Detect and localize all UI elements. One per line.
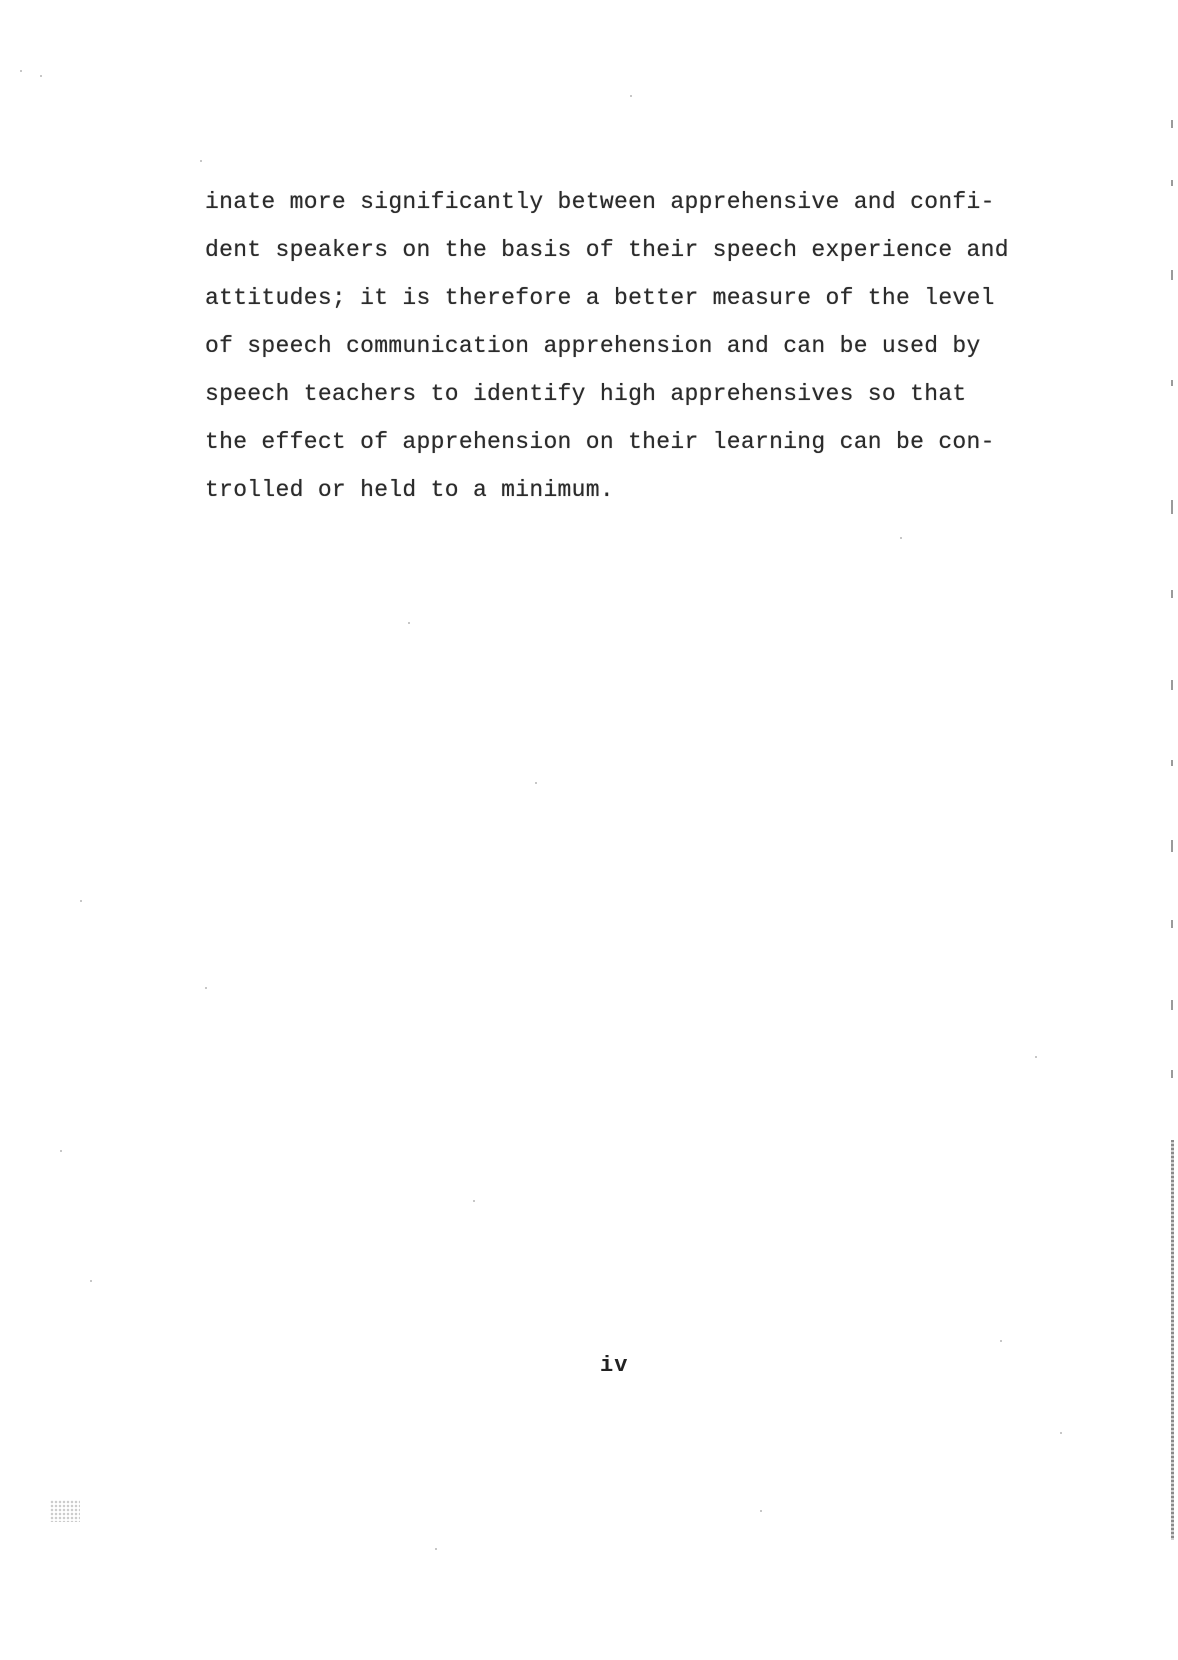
scan-speck	[435, 1548, 437, 1550]
scan-speck	[535, 782, 537, 784]
scan-speck	[408, 622, 410, 624]
paragraph	[205, 178, 1035, 514]
scan-speck	[1060, 1432, 1062, 1434]
text-line: of speech communication apprehension and can be used by	[205, 333, 981, 359]
text-line: dent speakers on the basis of their speech experience and	[205, 237, 1009, 263]
scan-edge-marks	[1171, 120, 1174, 1540]
scan-speck	[40, 75, 42, 77]
scan-speck	[205, 987, 207, 989]
scan-speck	[760, 1510, 762, 1512]
scan-speck	[20, 70, 22, 72]
scan-speck	[1000, 1340, 1002, 1342]
scan-speck	[200, 160, 202, 162]
scan-speck	[1035, 1056, 1037, 1058]
scan-speck	[90, 1280, 92, 1282]
text-line: attitudes; it is therefore a better measure of the level	[205, 285, 995, 311]
scan-speck	[900, 537, 902, 539]
text-line: the effect of apprehension on their learning can be con-	[205, 429, 995, 455]
scan-smudge	[50, 1500, 80, 1522]
scan-speck	[60, 1150, 62, 1152]
page-number: iv	[600, 1353, 629, 1378]
scan-speck	[80, 900, 82, 902]
text-line: inate more significantly between apprehensive and confi-	[205, 189, 995, 215]
scan-speck	[630, 95, 632, 97]
scan-speck	[473, 1200, 475, 1202]
text-line: speech teachers to identify high apprehensives so that	[205, 381, 967, 407]
text-line: trolled or held to a minimum.	[205, 477, 614, 503]
